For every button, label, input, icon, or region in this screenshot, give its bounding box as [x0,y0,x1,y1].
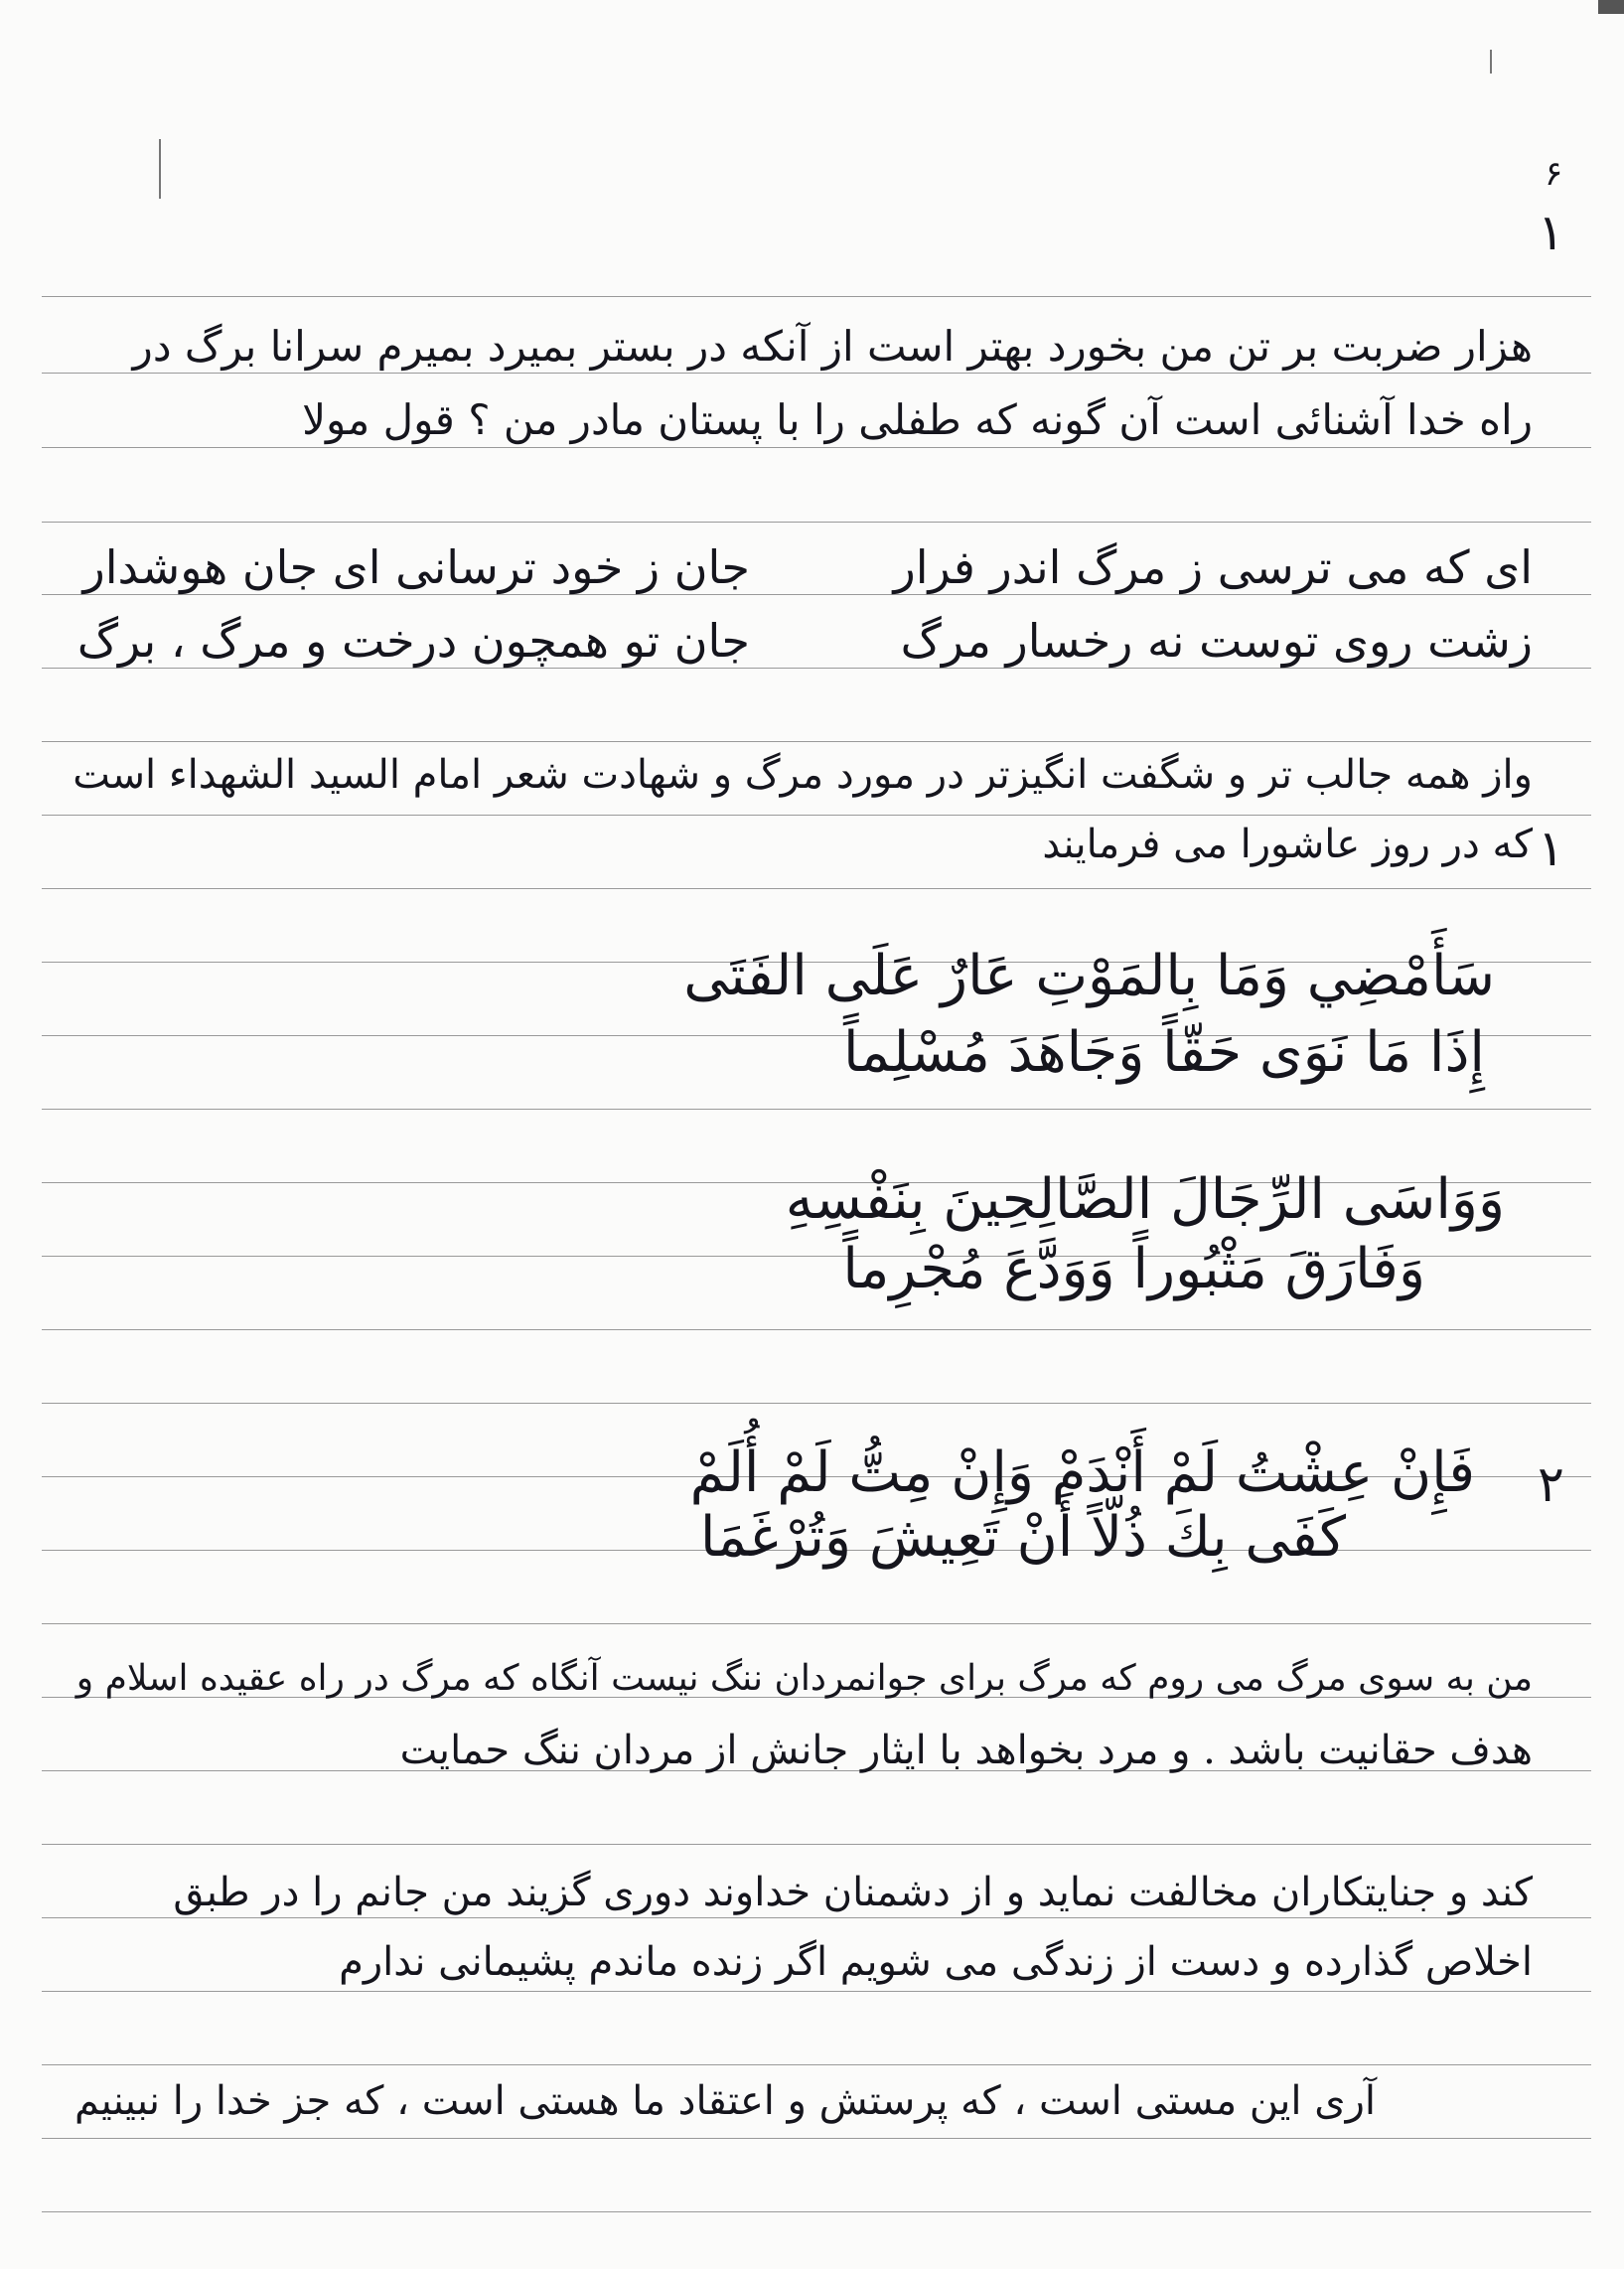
arabic-verse-3b: كَفَى بِكَ ذُلّاً أَنْ تَعِيشَ وَتُرْغَمَا [699,1505,1346,1570]
margin-tick-1 [159,139,161,199]
rule-line [42,2064,1591,2065]
paragraph-1-line-1: هزار ضربت بر تن من بخورد بهتر است از آنکه در بستر بمیرد بمیرم سرانا برگ در [132,322,1533,371]
margin-number-top: ۱ [1538,204,1564,261]
rule-line [42,373,1591,374]
rule-line [42,1329,1591,1330]
paragraph-4-line-2: اخلاص گذارده و دست از زندگی می شویم اگر زنده ماندم پشیمانی ندارم [339,1939,1533,1985]
paragraph-2-line-1: واز همه جالب تر و شگفت انگیزتر در مورد مرگ و شهادت شعر امام السید الشهداء است [73,752,1533,798]
couplet-1-second-hemistich: جان ز خود ترسانی ای جان هوشدار [82,540,750,594]
rule-line [42,1844,1591,1845]
arabic-verse-2a: وَوَاسَى الرِّجَالَ الصَّالِحِينَ بِنَفْسِهِ [785,1167,1505,1232]
rule-line [42,296,1591,297]
rule-line [42,1403,1591,1404]
rule-line [42,1991,1591,1992]
rule-line [42,741,1591,742]
paragraph-3-line-1: من به سوی مرگ می روم که مرگ برای جوانمردان ننگ نیست آنگاه که مرگ در راه عقیده اسلام و [75,1658,1533,1699]
rule-line [42,594,1591,595]
scan-edge-mark [1598,0,1624,14]
rule-line [42,668,1591,669]
couplet-2-first-hemistich: زشت روی توست نه رخسار مرگ [900,614,1533,668]
rule-line [42,447,1591,448]
margin-number-middle: ۱ [1538,820,1564,877]
rule-line [42,1623,1591,1624]
couplet-1-first-hemistich: ای که می ترسی ز مرگ اندر فرار [893,540,1533,594]
paragraph-2-line-2: که در روز عاشورا می فرمایند [1042,822,1533,867]
rule-line [42,1917,1591,1918]
paragraph-3-line-2: هدف حقانیت باشد . و مرد بخواهد با ایثار جانش از مردان ننگ حمایت [399,1728,1533,1773]
arabic-verse-1b: إِذَا مَا نَوَى حَقّاً وَجَاهَدَ مُسْلِماً [842,1020,1485,1085]
rule-line [42,2138,1591,2139]
arabic-verse-2b: وَفَارَقَ مَثْبُوراً وَوَدَّعَ مُجْرِماً [842,1237,1425,1301]
margin-number-lower: ۲ [1538,1455,1564,1513]
rule-line [42,1109,1591,1110]
rule-line [42,2211,1591,2212]
arabic-verse-3a: فَإِنْ عِشْتُ لَمْ أَنْدَمْ وَإِنْ مِتُّ لَمْ أُلَمْ [689,1440,1475,1505]
paragraph-1-line-2: راه خدا آشنائی است آن گونه که طفلی را با پستان مادر من ؟ قول مولا [302,395,1533,444]
corner-note: ۶ [1545,154,1563,194]
paragraph-4-line-1: کند و جنایتکاران مخالفت نماید و از دشمنان خداوند دوری گزیند من جانم را در طبق [173,1870,1533,1915]
couplet-2-second-hemistich: جان تو همچون درخت و مرگ ، برگ [76,614,750,668]
arabic-verse-1a: سَأَمْضِي وَمَا بِالمَوْتِ عَارٌ عَلَى الفَتَى [683,944,1495,1008]
margin-tick-2 [1490,50,1492,74]
paragraph-5-line-1: آری این مستی است ، که پرستش و اعتقاد ما هستی است ، که جز خدا را نبینیم [74,2078,1376,2124]
rule-line [42,888,1591,889]
rule-line [42,522,1591,523]
rule-line [42,815,1591,816]
